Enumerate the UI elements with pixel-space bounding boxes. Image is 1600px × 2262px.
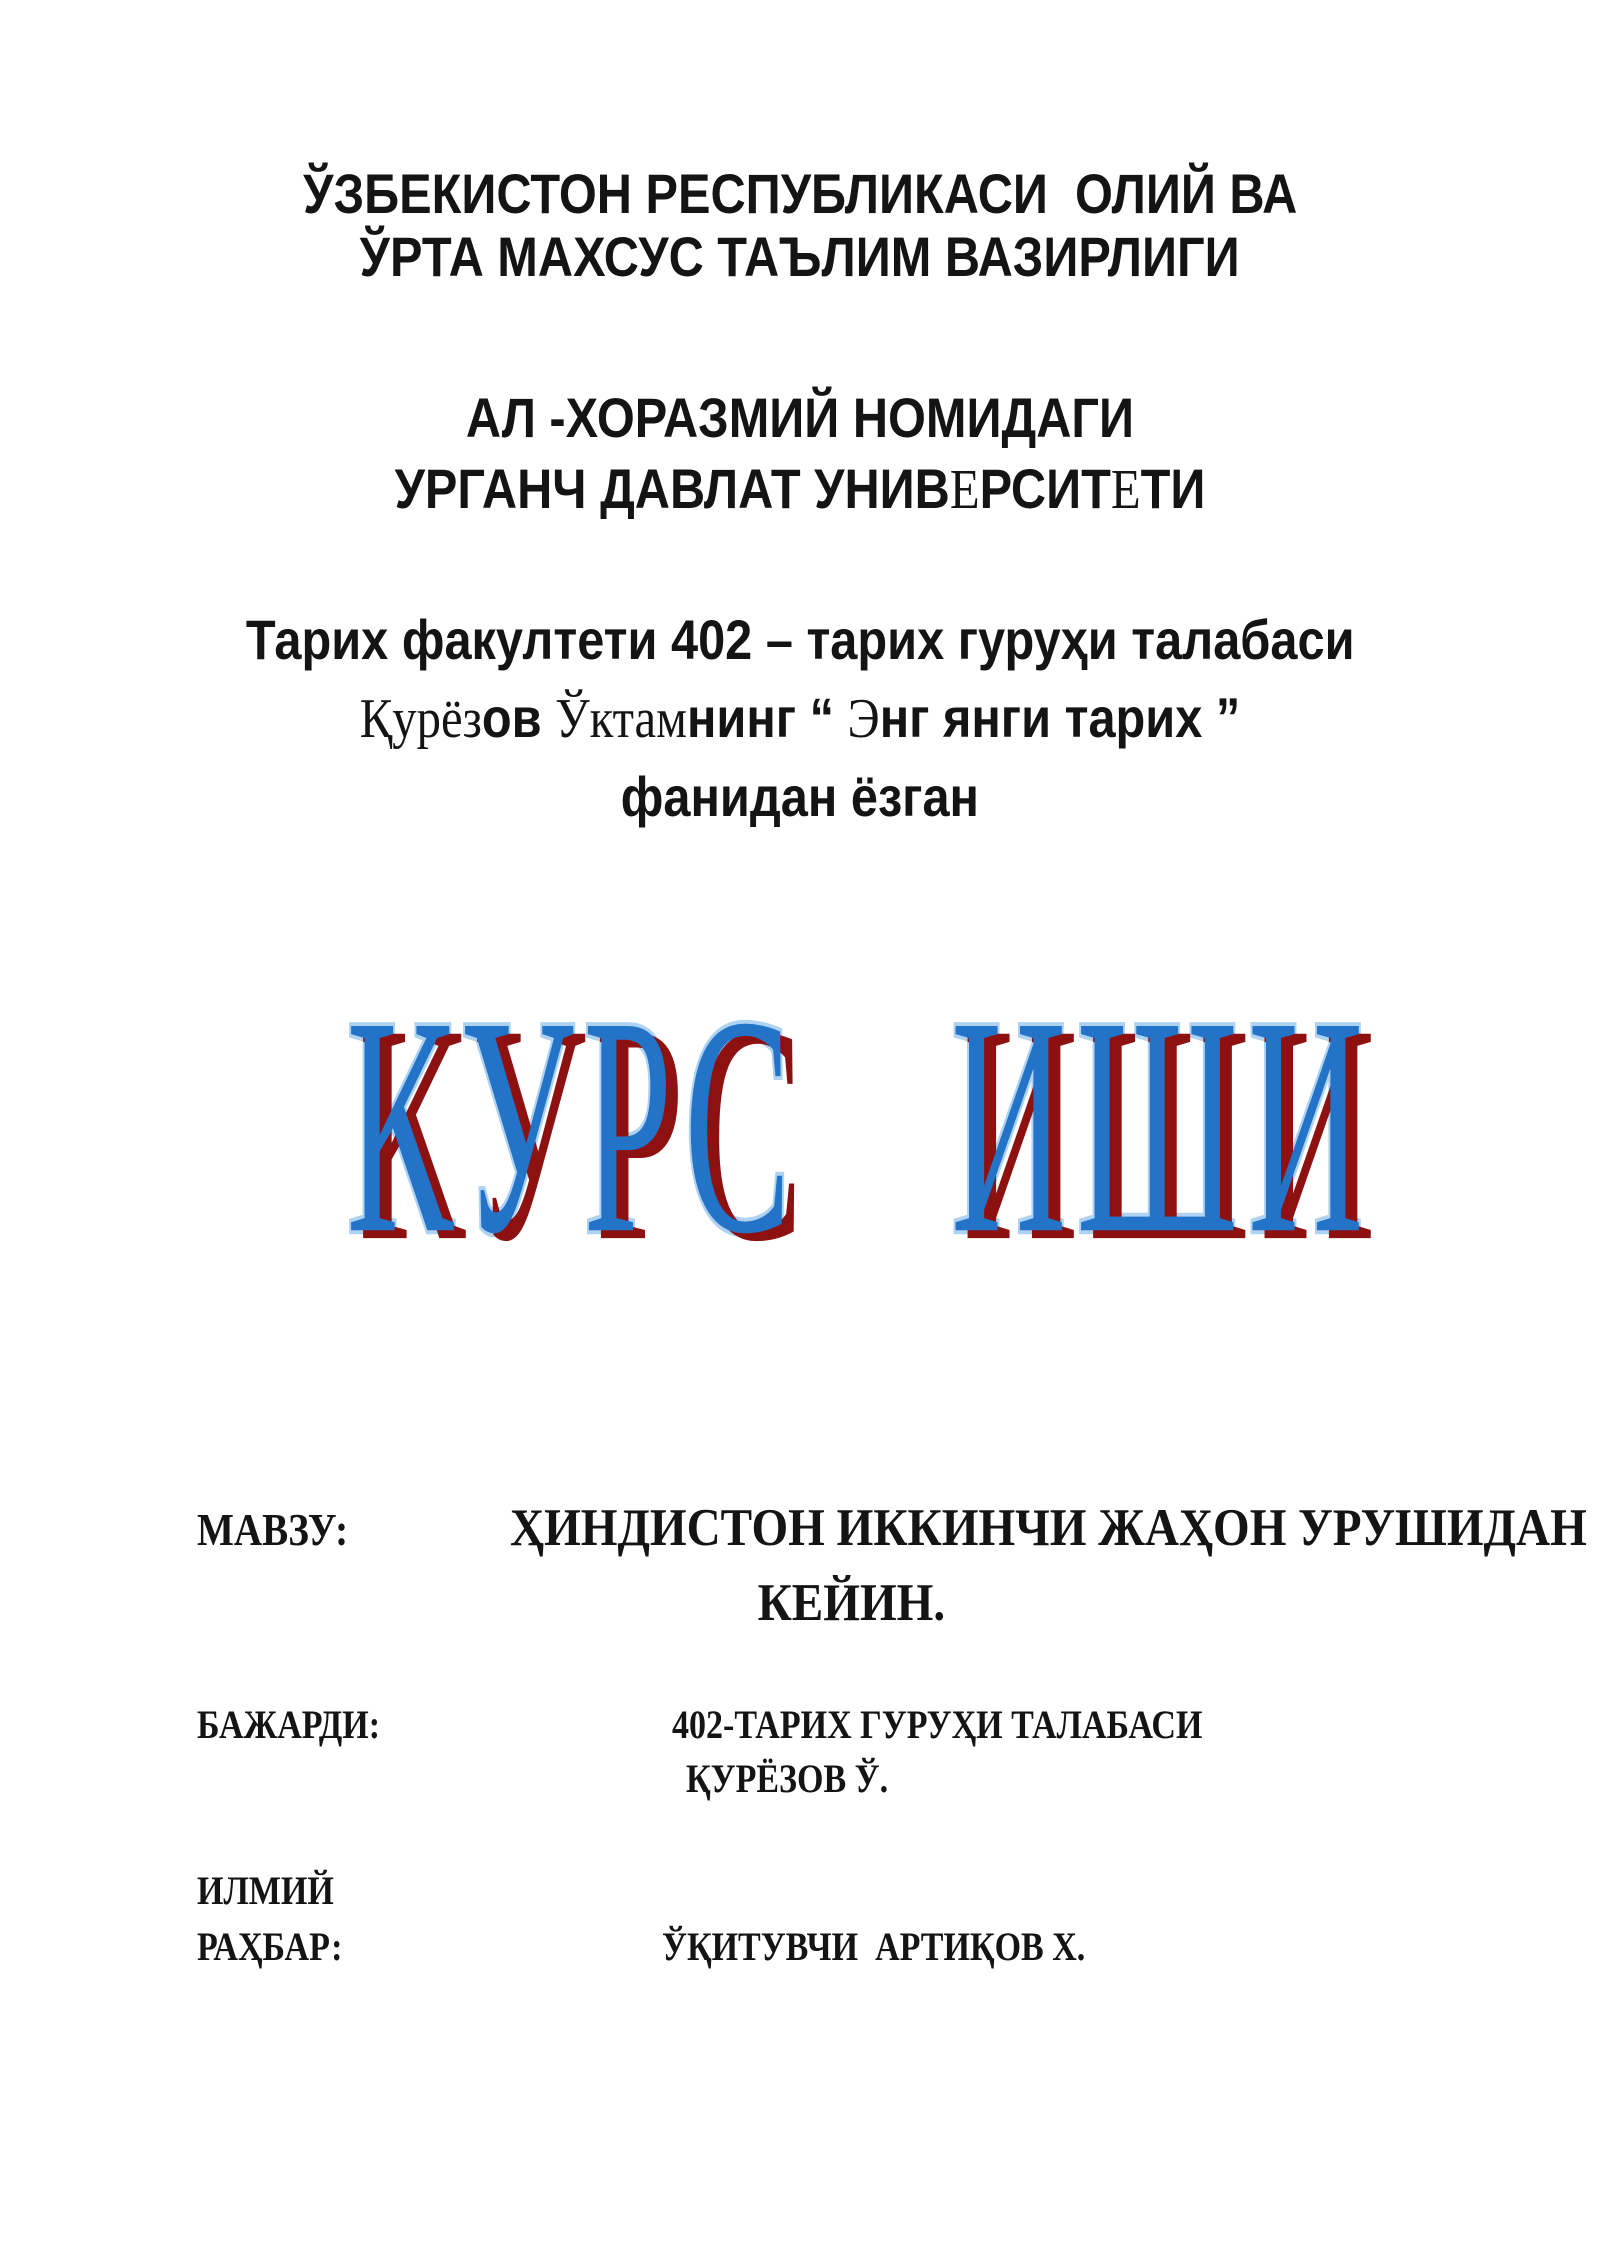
- wordart-word-ishi: ИШИ: [950, 951, 1374, 1299]
- wordart-kurs-ishi-text: [346, 951, 1374, 1299]
- student-name-segment: Э: [847, 688, 880, 750]
- topic-value-line-1: [510, 1498, 1600, 1558]
- advisor-label-line-1: [0, 1864, 1600, 1918]
- wordart-title: [0, 951, 1600, 1299]
- student-name-segment: нг янги тарих: [879, 686, 1216, 749]
- ministry-line-2-text: ЎРТА МАХСУС ТАЪЛИМ ВАЗИРЛИГИ: [360, 225, 1240, 288]
- university-heading: [0, 382, 1600, 526]
- advisor-value-text: ЎҚИТУВЧИ АРТИҚОВ Х.: [662, 1924, 1086, 1969]
- student-line-1-text: Тарих факултети 402 – тарих гуруҳи талабаси: [245, 608, 1355, 671]
- performer-value: [672, 1698, 1296, 1806]
- advisor-value: [662, 1920, 1160, 1974]
- performer-name-text: ҚУРЁЗОВ Ў.: [686, 1756, 889, 1801]
- university-name-segment: УРГАНЧ ДАВЛАТ УНИВ: [394, 457, 950, 520]
- performer-label: [197, 1698, 672, 1752]
- student-name-segment: ов: [481, 686, 556, 749]
- advisor-label-line-1-text: ИЛМИЙ: [197, 1868, 334, 1913]
- topic-value-line-2-text: КЕЙИН.: [757, 1574, 945, 1632]
- student-name-segment: Ўктам: [555, 688, 687, 750]
- university-name-serif-e: E: [1110, 459, 1141, 521]
- topic-section: [0, 1498, 1600, 1560]
- student-name-segment: нинг: [686, 686, 810, 749]
- university-name-segment: РСИТ: [979, 457, 1111, 520]
- performer-name-line: [672, 1752, 1296, 1806]
- performer-group-line: [672, 1698, 1296, 1752]
- advisor-label-line-2: [197, 1920, 662, 1974]
- quote-open: “: [809, 686, 848, 749]
- university-name-serif-e: E: [949, 459, 980, 521]
- university-line-1: [0, 382, 1600, 453]
- topic-label-text: МАВЗУ:: [197, 1504, 349, 1555]
- performer-label-text: БАЖАРДИ:: [197, 1702, 381, 1747]
- performer-group-text: 402-ТАРИХ ГУРУҲИ ТАЛАБАСИ: [672, 1702, 1203, 1747]
- student-line-1: [0, 601, 1600, 679]
- topic-label: [197, 1500, 510, 1560]
- topic-value-line-2: [197, 1573, 1505, 1633]
- ministry-line-1: [0, 162, 1600, 225]
- wordart-word-kurs: КУРС: [346, 951, 801, 1299]
- ministry-line-2: [0, 225, 1600, 288]
- university-line-1-text: АЛ -ХОРАЗМИЙ НОМИДАГИ: [465, 386, 1135, 449]
- university-line-2-text: [395, 453, 1206, 526]
- ministry-line-1-text: ЎЗБЕКИСТОН РЕСПУБЛИКАСИ ОЛИЙ ВА: [302, 162, 1298, 225]
- advisor-section: [0, 1864, 1600, 1974]
- quote-close: ”: [1215, 686, 1241, 749]
- topic-value-line-1-text: ҲИНДИСТОН ИККИНЧИ ЖАҲОН УРУШИДАН: [510, 1499, 1587, 1557]
- student-line-2-text: [360, 679, 1240, 758]
- student-name-segment: Қурёз: [359, 688, 482, 750]
- university-name-segment: ТИ: [1140, 457, 1206, 520]
- student-heading: [0, 601, 1600, 836]
- advisor-label-line-2-text: РАҲБАР:: [197, 1924, 343, 1969]
- student-line-3-text: фанидан ёзган: [620, 765, 980, 828]
- student-line-3: [0, 758, 1600, 836]
- advisor-row: [0, 1920, 1600, 1974]
- performer-section: [0, 1698, 1600, 1806]
- student-line-2: [0, 679, 1600, 758]
- ministry-heading: [0, 0, 1600, 288]
- university-line-2: [0, 453, 1600, 526]
